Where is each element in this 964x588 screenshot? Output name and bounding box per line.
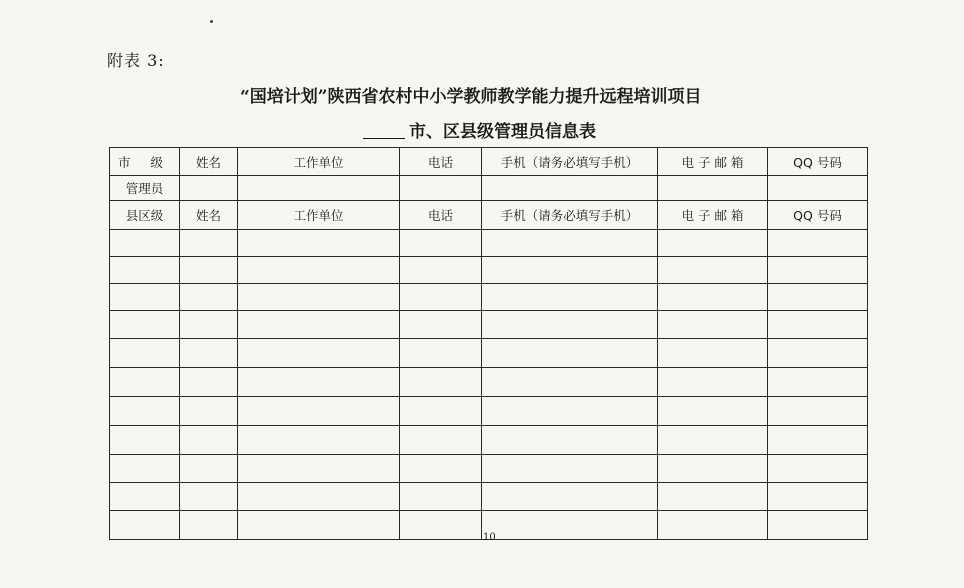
table-cell[interactable] <box>482 455 658 483</box>
table-cell[interactable] <box>238 257 400 284</box>
fill-in-blank[interactable] <box>363 138 405 139</box>
table-cell[interactable] <box>482 257 658 284</box>
table-cell[interactable] <box>400 230 482 257</box>
county-qq-header: QQ 号码 <box>768 201 868 230</box>
table-cell[interactable] <box>658 230 768 257</box>
table-row <box>110 483 868 511</box>
mobile-header: 手机（请务必填写手机） <box>482 148 658 176</box>
table-cell[interactable] <box>658 257 768 284</box>
page-number: 10 <box>483 532 496 543</box>
scan-speck <box>210 20 213 23</box>
table-cell[interactable] <box>400 397 482 426</box>
admin-info-table <box>109 147 868 540</box>
table-cell[interactable] <box>658 397 768 426</box>
table-cell[interactable] <box>768 284 868 311</box>
table-cell[interactable] <box>238 230 400 257</box>
table-cell[interactable] <box>238 511 400 540</box>
table-cell[interactable] <box>482 339 658 368</box>
city-admin-row <box>110 176 868 201</box>
city-email-cell[interactable] <box>658 176 768 201</box>
document-title: “国培计划”陕西省农村中小学教师教学能力提升远程培训项目 <box>240 87 702 107</box>
table-cell[interactable] <box>768 426 868 455</box>
table-cell[interactable] <box>180 483 238 511</box>
table-cell[interactable] <box>180 311 238 339</box>
table-cell[interactable] <box>482 230 658 257</box>
table-cell[interactable] <box>658 339 768 368</box>
table-cell[interactable] <box>482 311 658 339</box>
table-cell[interactable] <box>482 284 658 311</box>
table-cell[interactable] <box>768 368 868 397</box>
table-cell[interactable] <box>482 511 658 540</box>
table-row <box>110 455 868 483</box>
table-cell[interactable] <box>110 311 180 339</box>
city-qq-cell[interactable] <box>768 176 868 201</box>
table-cell[interactable] <box>768 257 868 284</box>
table-cell[interactable] <box>110 511 180 540</box>
table-cell[interactable] <box>400 284 482 311</box>
table-cell[interactable] <box>180 284 238 311</box>
table-cell[interactable] <box>110 284 180 311</box>
table-cell[interactable] <box>400 483 482 511</box>
table-cell[interactable] <box>400 339 482 368</box>
table-cell[interactable] <box>400 311 482 339</box>
county-phone-header: 电话 <box>400 201 482 230</box>
table-cell[interactable] <box>768 483 868 511</box>
table-cell[interactable] <box>238 284 400 311</box>
table-cell[interactable] <box>482 368 658 397</box>
table-cell[interactable] <box>238 455 400 483</box>
table-cell[interactable] <box>768 339 868 368</box>
work-unit-header: 工作单位 <box>238 148 400 176</box>
table-cell[interactable] <box>658 284 768 311</box>
table-cell[interactable] <box>238 339 400 368</box>
city-header-row <box>110 148 868 176</box>
city-level-label-bottom: 管理员 <box>110 176 180 201</box>
table-cell[interactable] <box>400 257 482 284</box>
table-cell[interactable] <box>400 368 482 397</box>
table-row <box>110 426 868 455</box>
table-cell[interactable] <box>238 483 400 511</box>
name-header: 姓名 <box>180 148 238 176</box>
table-cell[interactable] <box>482 397 658 426</box>
table-cell[interactable] <box>400 455 482 483</box>
table-cell[interactable] <box>180 230 238 257</box>
table-cell[interactable] <box>110 368 180 397</box>
county-email-header: 电 子 邮 箱 <box>658 201 768 230</box>
county-mobile-header: 手机（请务必填写手机） <box>482 201 658 230</box>
table-cell[interactable] <box>238 311 400 339</box>
table-row <box>110 397 868 426</box>
city-mobile-cell[interactable] <box>482 176 658 201</box>
table-cell[interactable] <box>768 230 868 257</box>
table-row <box>110 368 868 397</box>
table-cell[interactable] <box>658 368 768 397</box>
table-cell[interactable] <box>482 483 658 511</box>
qq-header: QQ 号码 <box>768 148 868 176</box>
table-cell[interactable] <box>110 230 180 257</box>
county-level-label: 县区级 <box>110 201 180 230</box>
table-cell[interactable] <box>180 511 238 540</box>
table-cell[interactable] <box>110 257 180 284</box>
table-cell[interactable] <box>238 368 400 397</box>
city-level-label-top: 市 级 <box>110 148 180 176</box>
table-cell[interactable] <box>768 397 868 426</box>
table-title-text: 市、区县级管理员信息表 <box>409 122 596 142</box>
table-cell[interactable] <box>768 511 868 540</box>
table-cell[interactable] <box>482 426 658 455</box>
table-cell[interactable] <box>110 455 180 483</box>
table-cell[interactable] <box>180 455 238 483</box>
table-cell[interactable] <box>238 397 400 426</box>
table-row <box>110 311 868 339</box>
table-cell[interactable] <box>768 311 868 339</box>
city-phone-cell[interactable] <box>400 176 482 201</box>
county-unit-header: 工作单位 <box>238 201 400 230</box>
city-unit-cell[interactable] <box>238 176 400 201</box>
table-cell[interactable] <box>768 455 868 483</box>
table-cell[interactable] <box>110 483 180 511</box>
table-cell[interactable] <box>658 455 768 483</box>
table-row <box>110 284 868 311</box>
county-header-row <box>110 201 868 230</box>
county-name-header: 姓名 <box>180 201 238 230</box>
table-cell[interactable] <box>180 368 238 397</box>
table-cell[interactable] <box>658 426 768 455</box>
table-cell[interactable] <box>180 426 238 455</box>
phone-header: 电话 <box>400 148 482 176</box>
table-row <box>110 257 868 284</box>
table-cell[interactable] <box>238 426 400 455</box>
table-cell[interactable] <box>180 339 238 368</box>
table-cell[interactable] <box>658 311 768 339</box>
table-cell[interactable] <box>180 397 238 426</box>
table-cell[interactable] <box>110 339 180 368</box>
city-name-cell[interactable] <box>180 176 238 201</box>
table-cell[interactable] <box>658 483 768 511</box>
table-cell[interactable] <box>400 511 482 540</box>
table-cell[interactable] <box>110 426 180 455</box>
table-title <box>363 117 596 142</box>
email-header: 电 子 邮 箱 <box>658 148 768 176</box>
table-cell[interactable] <box>180 257 238 284</box>
table-row <box>110 230 868 257</box>
table-cell[interactable] <box>658 511 768 540</box>
table-cell[interactable] <box>110 397 180 426</box>
table-row <box>110 339 868 368</box>
attachment-label: 附表 3: <box>107 51 165 70</box>
table-cell[interactable] <box>400 426 482 455</box>
